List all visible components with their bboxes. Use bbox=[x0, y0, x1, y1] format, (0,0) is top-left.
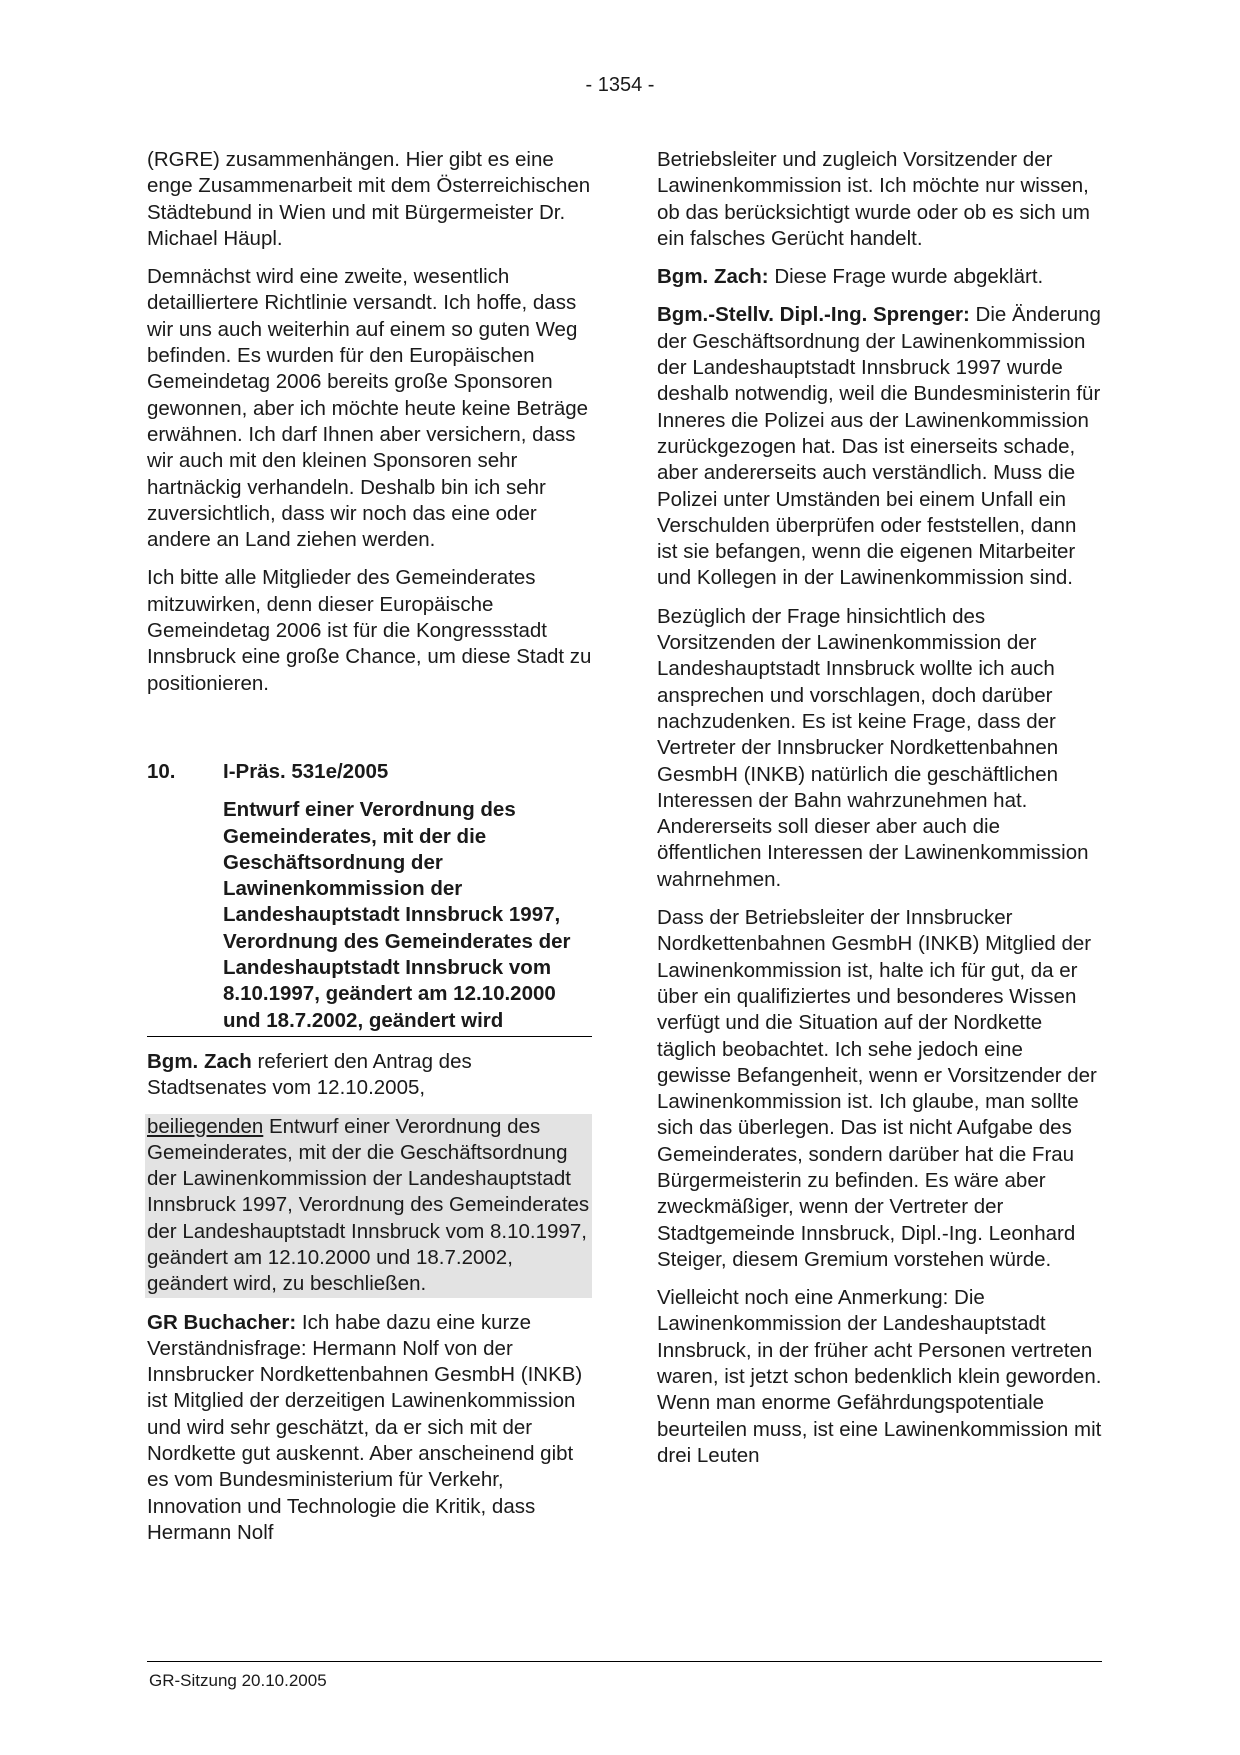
speaker-name: Bgm. Zach bbox=[147, 1049, 252, 1073]
resolution-text bbox=[145, 1114, 592, 1298]
agenda-reference: I-Präs. 531e/2005 bbox=[223, 759, 389, 783]
paragraph: Bezüglich der Frage hinsichtlich des Vorsitzenden der Lawinenkommission der Landeshauptstadt Innsbruck wollte ich auch ansprechen und vorschlagen, doch darüber nachzudenken. Es ist keine Frage, dass der Vertreter der Innsbrucker Nordkettenbahnen GesmbH (INKB) natürlich die geschäftlichen Interessen der Bahn wahrzunehmen hat. Andererseits soll dieser aber auch die öffentlichen Interessen der Lawinenkommission wahrnehmen. bbox=[657, 604, 1089, 891]
agenda-number: 10. bbox=[147, 759, 176, 783]
paragraph bbox=[147, 1310, 592, 1547]
paragraph: Demnächst wird eine zweite, wesentlich detailliertere Richtlinie versandt. Ich hoffe, dass wir uns auch weiterhin auf einem so guten Weg befinden. Es wurden für den Europäischen Gemeindetag 2006 bereits große Sponsoren gewonnen, aber ich möchte heute keine Beträge erwähnen. Ich darf Ihnen aber versichern, dass wir auch mit den kleinen Sponsoren sehr hartnäckig verhandeln. Deshalb bin ich sehr zuversichtlich, dass wir noch das eine oder andere an Land ziehen werden. bbox=[147, 265, 589, 552]
resolution-underlined: beiliegenden bbox=[147, 1114, 264, 1138]
agenda-item bbox=[147, 759, 592, 1037]
paragraph: Betriebsleiter und zugleich Vorsitzender der Lawinenkommission ist. Ich möchte nur wissen, ob das berücksichtigt wurde oder ob es sich um ein falsches Gerücht handelt. bbox=[657, 148, 1091, 250]
speaker-name: Bgm.-Stellv. Dipl.-Ing. Sprenger: bbox=[657, 303, 970, 327]
agenda-title: Entwurf einer Verordnung des Gemeinderates, mit der die Geschäftsordnung der Lawinenkommission der Landeshauptstadt Innsbruck 1997, Verordnung des Gemeinderates der Landeshauptstadt Innsbruck vom 8.10.1997, geändert am 12.10.2000 und 18.7.2002, geändert wird bbox=[223, 798, 571, 1032]
speech-text: Diese Frage wurde abgeklärt. bbox=[768, 265, 1044, 289]
paragraph: (RGRE) zusammenhängen. Hier gibt es eine enge Zusammenarbeit mit dem Österreichischen Städtebund in Wien und mit Bürgermeister Dr. Michael Häupl. bbox=[147, 148, 591, 250]
footer-divider bbox=[147, 1661, 1102, 1662]
paragraph bbox=[147, 1049, 592, 1102]
resolution-body: Entwurf einer Verordnung des Gemeinderates, mit der die Geschäftsordnung der Lawinenkommission der Landeshauptstadt Innsbruck 1997, Verordnung des Gemeinderates der Landeshauptstadt Innsbruck vom 8.10.1997, geändert am 12.10.2000 und 18.7.2002, geändert wird, zu beschließen. bbox=[147, 1114, 590, 1296]
speaker-name: GR Buchacher: bbox=[147, 1310, 297, 1334]
speech-text: Ich habe dazu eine kurze Verständnisfrage: Hermann Nolf von der Innsbrucker Nordkettenbahnen GesmbH (INKB) ist Mitglied der derzeitigen Lawinenkommission und wird sehr geschätzt, da er sich mit der Nordkette gut auskennt. Aber anscheinend gibt es vom Bundesministerium für Verkehr, Innovation und Technologie die Kritik, dass Hermann Nolf bbox=[147, 1310, 583, 1544]
page-number: - 1354 - bbox=[585, 74, 655, 96]
right-column bbox=[657, 147, 1102, 1481]
speech-text: Die Änderung der Geschäftsordnung der Lawinenkommission der Landeshauptstadt Innsbruck 1997 wurde deshalb notwendig, weil die Bundesministerin für Inneres die Polizei aus der Lawinenkommission zurückgezogen hat. Das ist einerseits schade, aber andererseits auch verständlich. Muss die Polizei unter Umständen bei einem Unfall ein Verschulden überprüfen oder feststellen, dann ist sie befangen, wenn die eigenen Mitarbeiter und Kollegen in der Lawinenkommission sind. bbox=[657, 303, 1101, 590]
paragraph: Dass der Betriebsleiter der Innsbrucker Nordkettenbahnen GesmbH (INKB) Mitglied der Lawinenkommission ist, halte ich für gut, da er über ein qualifiziertes und besonderes Wissen verfügt und die Situation auf der Nordkette täglich beobachtet. Ich sehe jedoch eine gewisse Befangenheit, wenn er Vorsitzender der Lawinenkommission ist. Ich glaube, man sollte sich das überlegen. Das ist nicht Aufgabe des Gemeinderates, sondern darüber hat die Frau Bürgermeisterin zu befinden. Es wäre aber zweckmäßiger, wenn der Vertreter der Stadtgemeinde Innsbruck, Dipl.-Ing. Leonhard Steiger, diesem Gremium vorstehen würde. bbox=[657, 906, 1097, 1271]
footer: GR-Sitzung 20.10.2005 bbox=[149, 1671, 327, 1690]
speech-text: referiert den Antrag des Stadtsenates vom 12.10.2005, bbox=[147, 1049, 472, 1100]
paragraph: Ich bitte alle Mitglieder des Gemeinderates mitzuwirken, denn dieser Europäische Gemeindetag 2006 ist für die Kongressstadt Innsbruck eine große Chance, um diese Stadt zu positionieren. bbox=[147, 566, 592, 695]
speaker-name: Bgm. Zach: bbox=[657, 265, 769, 289]
left-column bbox=[147, 147, 592, 1558]
paragraph bbox=[657, 264, 1102, 290]
paragraph bbox=[657, 302, 1102, 591]
paragraph: Vielleicht noch eine Anmerkung: Die Lawinenkommission der Landeshauptstadt Innsbruck, in der früher acht Personen vertreten waren, ist jetzt schon bedenklich klein geworden. Wenn man enorme Gefährdungspotentiale beurteilen muss, ist eine Lawinenkommission mit drei Leuten bbox=[657, 1286, 1102, 1467]
